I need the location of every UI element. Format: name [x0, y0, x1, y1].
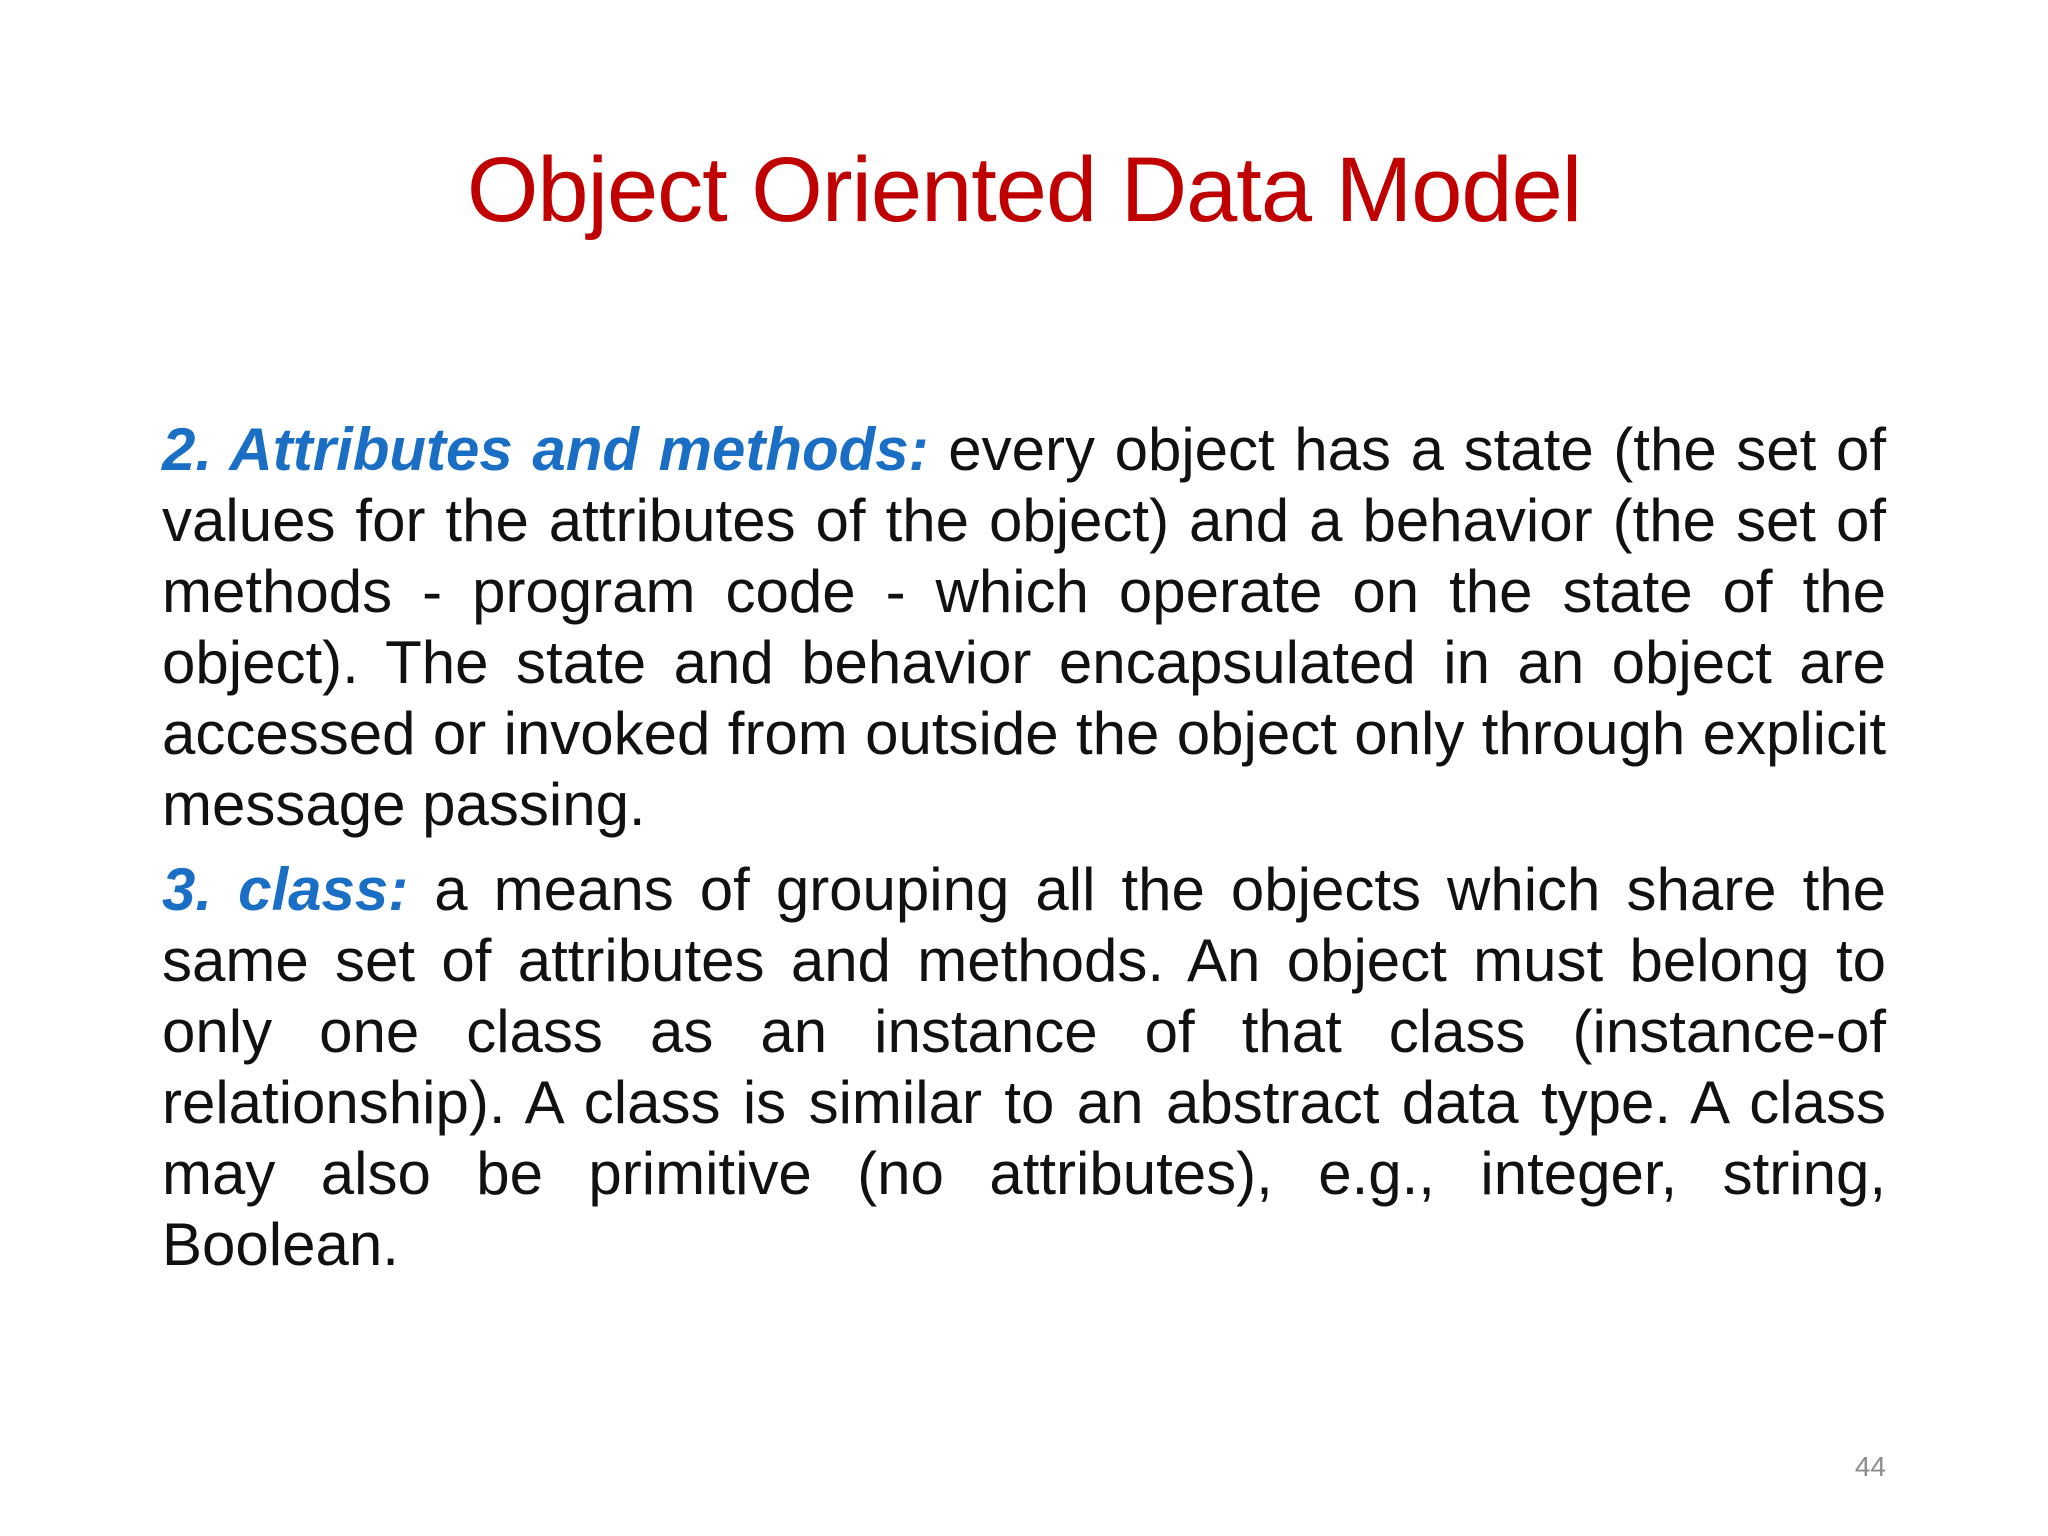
page-number: 44	[1854, 1451, 1886, 1482]
paragraph-class	[162, 854, 1886, 1280]
paragraph-attributes-and-methods	[162, 414, 1886, 840]
slide-body	[162, 414, 1886, 1280]
term-class: 3. class:	[162, 856, 409, 923]
slide-title: Object Oriented Data Model	[466, 139, 1582, 241]
term-attributes-and-methods: 2. Attributes and methods:	[162, 416, 929, 483]
definition-class: a means of grouping all the objects which share the same set of attributes and methods. An object must belong to only one class as an instance of that class (instance-of relationship). A class is similar to an abstract data type. A class may also be primitive (no attributes), e.g., integer, string, Boolean.	[162, 856, 1886, 1278]
definition-attributes-and-methods: every object has a state (the set of values for the attributes of the object) and a behavior (the set of methods - program code - which operate on the state of the object). The state and behavior encapsulated in an object are accessed or invoked from outside the object only through explicit message passing.	[162, 416, 1886, 838]
